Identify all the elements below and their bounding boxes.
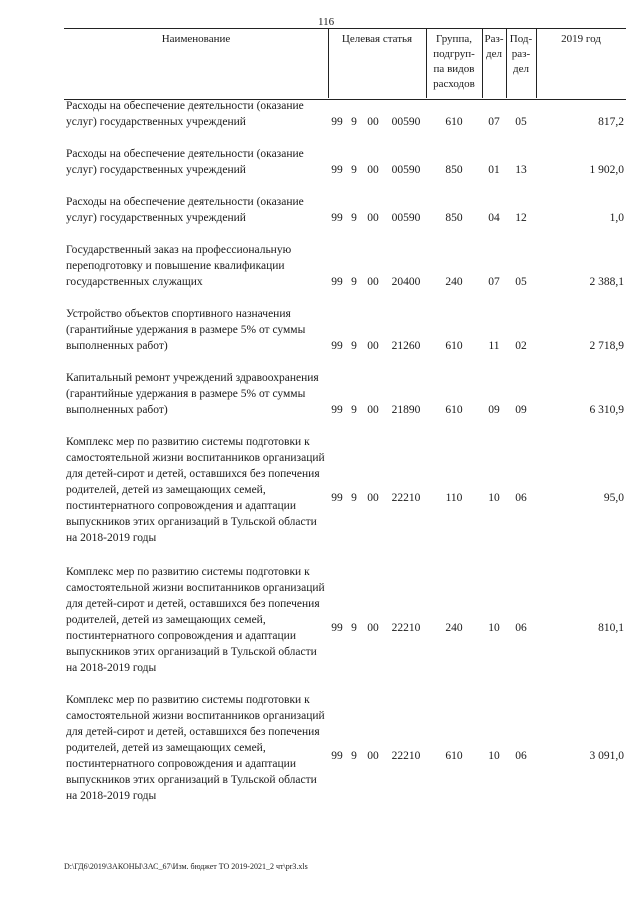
cell-amount: 3 091,0 — [589, 750, 624, 762]
cell-subsection: 06 — [515, 622, 527, 634]
table-row — [0, 564, 640, 692]
cell-target-code: 00590 — [391, 116, 421, 128]
cell-direction: 00 — [367, 276, 379, 288]
cell-subprogram: 9 — [351, 276, 357, 288]
cell-subsection: 09 — [515, 404, 527, 416]
file-path-footer: D:\ГД6\2019\ЗАКОНЫ\ЗАС_67\Изм. бюджет ТО 2019-2021_2 чт\pr3.xls — [64, 862, 308, 871]
table-row — [0, 434, 640, 562]
cell-subsection: 13 — [515, 164, 527, 176]
cell-amount: 2 718,9 — [589, 340, 624, 352]
cell-target-code: 00590 — [391, 212, 421, 224]
cell-program: 99 — [331, 492, 343, 504]
cell-direction: 00 — [367, 212, 379, 224]
cell-expense-group: 610 — [445, 750, 463, 762]
cell-expense-group: 240 — [445, 276, 463, 288]
row-name: Комплекс мер по развитию системы подготовки к самостоятельной жизни воспитанников организаций для детей-сирот и детей, оставшихся без попечения родителей, детей из замещающих семей, постинтернатного сопровождения и адаптации выпускников этих организаций в Тульской области на 2018-2019 годы — [66, 566, 325, 674]
cell-direction: 00 — [367, 492, 379, 504]
cell-target-code: 22210 — [391, 492, 421, 504]
cell-subprogram: 9 — [351, 116, 357, 128]
cell-amount: 817,2 — [598, 116, 624, 128]
column-divider — [426, 28, 427, 98]
cell-section: 10 — [488, 750, 500, 762]
header-name: Наименование — [161, 33, 231, 45]
cell-program: 99 — [331, 622, 343, 634]
cell-subprogram: 9 — [351, 622, 357, 634]
table-row — [0, 242, 640, 290]
cell-program: 99 — [331, 212, 343, 224]
cell-section: 04 — [488, 212, 500, 224]
cell-target-code: 00590 — [391, 164, 421, 176]
cell-direction: 00 — [367, 340, 379, 352]
cell-target-code: 21260 — [391, 340, 421, 352]
cell-direction: 00 — [367, 750, 379, 762]
table-row — [0, 692, 640, 820]
row-name: Расходы на обеспечение деятельности (оказание услуг) государственных учреждений — [66, 148, 304, 176]
cell-subsection: 02 — [515, 340, 527, 352]
row-name: Комплекс мер по развитию системы подготовки к самостоятельной жизни воспитанников организаций для детей-сирот и детей, оставшихся без попечения родителей, детей из замещающих семей, постинтернатного сопровождения и адаптации выпускников этих организаций в Тульской области на 2018-2019 годы — [66, 694, 325, 802]
cell-section: 07 — [488, 276, 500, 288]
page-number: 116 — [318, 16, 335, 28]
cell-subsection: 06 — [515, 750, 527, 762]
cell-program: 99 — [331, 164, 343, 176]
header-group: Группа, подгруп- па видов расходов — [433, 33, 475, 90]
cell-subprogram: 9 — [351, 212, 357, 224]
header-section: Раз- дел — [484, 33, 504, 60]
table-row — [0, 194, 640, 226]
table-row — [0, 146, 640, 178]
cell-program: 99 — [331, 404, 343, 416]
cell-expense-group: 240 — [445, 622, 463, 634]
cell-amount: 1,0 — [609, 212, 624, 224]
cell-direction: 00 — [367, 164, 379, 176]
table-row — [0, 370, 640, 418]
cell-target-code: 20400 — [391, 276, 421, 288]
cell-expense-group: 110 — [445, 492, 463, 504]
cell-direction: 00 — [367, 404, 379, 416]
cell-subprogram: 9 — [351, 164, 357, 176]
cell-section: 01 — [488, 164, 500, 176]
header-year: 2019 год — [561, 33, 601, 45]
header-target: Целевая статья — [341, 33, 413, 45]
table-row — [0, 306, 640, 354]
cell-subprogram: 9 — [351, 340, 357, 352]
cell-program: 99 — [331, 116, 343, 128]
cell-expense-group: 610 — [445, 404, 463, 416]
cell-amount: 810,1 — [598, 622, 624, 634]
cell-expense-group: 610 — [445, 340, 463, 352]
cell-section: 09 — [488, 404, 500, 416]
cell-subprogram: 9 — [351, 492, 357, 504]
cell-amount: 95,0 — [603, 492, 624, 504]
row-name: Расходы на обеспечение деятельности (оказание услуг) государственных учреждений — [66, 196, 304, 224]
cell-subsection: 05 — [515, 276, 527, 288]
cell-target-code: 22210 — [391, 622, 421, 634]
cell-subsection: 06 — [515, 492, 527, 504]
cell-direction: 00 — [367, 116, 379, 128]
row-name: Комплекс мер по развитию системы подготовки к самостоятельной жизни воспитанников организаций для детей-сирот и детей, оставшихся без попечения родителей, детей из замещающих семей, постинтернатного сопровождения и адаптации выпускников этих организаций в Тульской области на 2018-2019 годы — [66, 436, 325, 544]
cell-subsection: 12 — [515, 212, 527, 224]
cell-subprogram: 9 — [351, 750, 357, 762]
cell-subsection: 05 — [515, 116, 527, 128]
row-name: Устройство объектов спортивного назначения (гарантийные удержания в размере 5% от суммы выполненных работ) — [66, 308, 306, 352]
cell-program: 99 — [331, 750, 343, 762]
header-subsection: Под- раз- дел — [509, 33, 533, 75]
cell-section: 11 — [488, 340, 500, 352]
cell-section: 07 — [488, 116, 500, 128]
cell-expense-group: 850 — [445, 212, 463, 224]
row-name: Государственный заказ на профессиональную переподготовку и повышение квалификации государственных служащих — [66, 244, 292, 288]
cell-direction: 00 — [367, 622, 379, 634]
cell-program: 99 — [331, 276, 343, 288]
cell-amount: 2 388,1 — [589, 276, 624, 288]
cell-expense-group: 610 — [445, 116, 463, 128]
cell-section: 10 — [488, 622, 500, 634]
cell-target-code: 21890 — [391, 404, 421, 416]
cell-subprogram: 9 — [351, 404, 357, 416]
row-name: Расходы на обеспечение деятельности (оказание услуг) государственных учреждений — [66, 100, 304, 128]
cell-program: 99 — [331, 340, 343, 352]
cell-target-code: 22210 — [391, 750, 421, 762]
cell-expense-group: 850 — [445, 164, 463, 176]
table-row — [0, 98, 640, 130]
cell-amount: 1 902,0 — [589, 164, 624, 176]
cell-section: 10 — [488, 492, 500, 504]
cell-amount: 6 310,9 — [589, 404, 624, 416]
row-name: Капитальный ремонт учреждений здравоохранения (гарантийные удержания в размере 5% от суммы выполненных работ) — [66, 372, 319, 416]
